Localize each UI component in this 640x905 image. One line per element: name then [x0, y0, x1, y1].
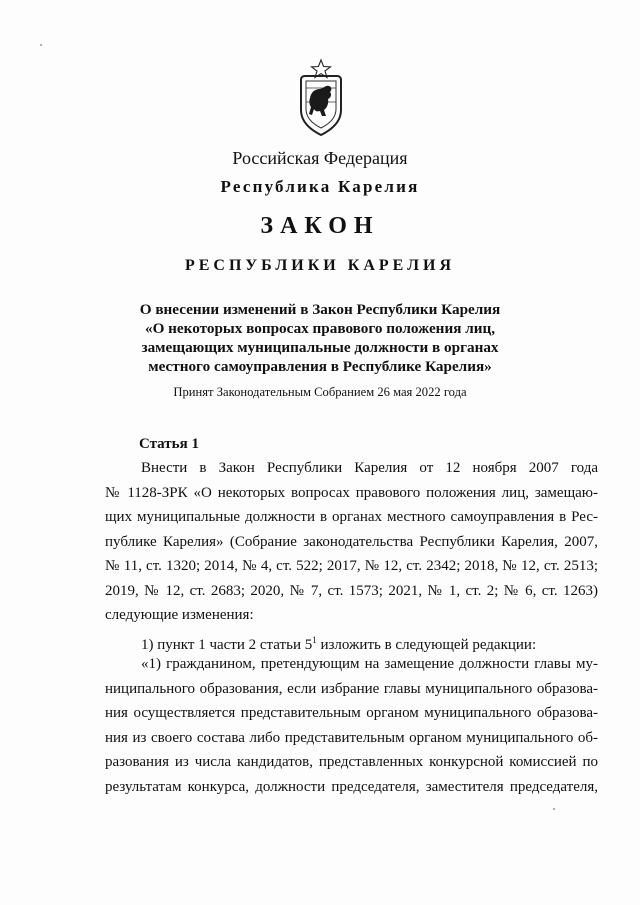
law-name-line: О внесении изменений в Закон Республики Карелия	[139, 301, 501, 318]
scan-speck	[40, 44, 42, 46]
paragraph-line: щих муниципальные должности в органах местного самоуправления в Рес-	[105, 509, 598, 525]
article-heading: Статья 1	[139, 436, 199, 452]
amendment-item	[105, 628, 598, 653]
law-name	[100, 300, 540, 376]
paragraph-line: № 1128-ЗРК «О некоторых вопросах правового положения лиц, замещаю-	[105, 484, 598, 501]
paragraph-line: «1) гражданином, претендующим на замещение должности главы му-	[141, 656, 598, 672]
document-type: ЗАКОН	[260, 213, 380, 239]
paragraph-line: 2019, № 12, ст. 2683; 2020, № 7, ст. 1573; 2021, № 1, ст. 2; № 6, ст. 1263)	[105, 582, 598, 599]
paragraph-line: публике Карелия» (Собрание законодательства Республики Карелия, 2007,	[105, 533, 598, 550]
scan-speck	[553, 808, 555, 810]
paragraph-line: Внести в Закон Республики Карелия от 12 ноября 2007 года	[141, 460, 598, 476]
karelia-coat-of-arms-icon	[293, 58, 349, 138]
country-name: Российская Федерация	[232, 148, 408, 168]
superscript-index: 1	[312, 634, 317, 645]
paragraph-line: ниципального образования, если избрание главы муниципального образова-	[105, 680, 598, 697]
law-name-line: замещающих муниципальные должности в органах	[141, 339, 499, 356]
adoption-note: Принят Законодательным Собранием 26 мая 2022 года	[173, 385, 467, 399]
paragraph-line: результатам конкурса, должности председателя, заместителя председателя,	[105, 778, 598, 795]
paragraph-line: следующие изменения:	[105, 607, 254, 623]
paragraph-line: ния из своего состава либо представительным органом муниципального об-	[105, 729, 598, 746]
article-body	[105, 456, 598, 799]
law-name-line: местного самоуправления в Республике Карелия»	[148, 358, 492, 375]
paragraph-line: ния осуществляется представительным органом муниципального образова-	[105, 705, 598, 721]
amendment-text: 1) пункт 1 части 2 статьи 5	[141, 636, 313, 652]
republic-name: Республика Карелия	[220, 177, 420, 196]
paragraph-line: разования из числа кандидатов, представленных конкурсной комиссией по	[105, 754, 598, 770]
document-issuer: РЕСПУБЛИКИ КАРЕЛИЯ	[184, 257, 456, 274]
law-name-line: «О некоторых вопросах правового положения лиц,	[144, 320, 496, 337]
paragraph-line: № 11, ст. 1320; 2014, № 4, ст. 522; 2017, № 12, ст. 2342; 2018, № 12, ст. 2513;	[105, 558, 598, 574]
amendment-text: изложить в следующей редакции:	[316, 636, 537, 652]
